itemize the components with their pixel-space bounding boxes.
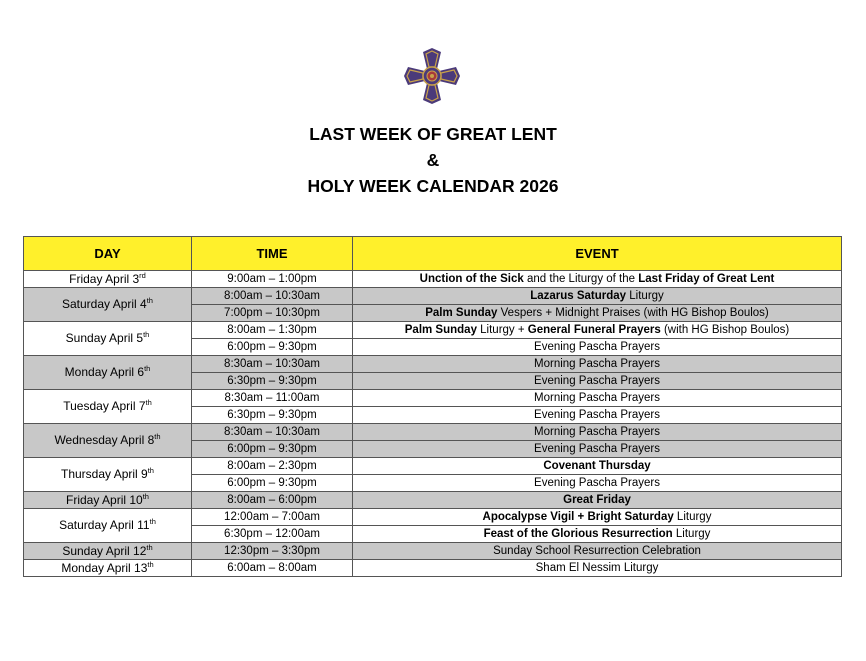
day-cell: Saturday April 4th: [24, 288, 192, 322]
event-text-segment: Apocalypse Vigil + Bright Saturday: [482, 510, 674, 523]
calendar-table: [23, 236, 842, 577]
event-text-segment: Morning Pascha Prayers: [534, 357, 660, 370]
event-cell: [353, 424, 842, 441]
day-cell: Friday April 10th: [24, 492, 192, 509]
table-row: [24, 424, 842, 441]
time-cell: 8:00am – 1:30pm: [192, 322, 353, 339]
time-cell: 6:00pm – 9:30pm: [192, 475, 353, 492]
page-title: [0, 121, 866, 199]
event-text-segment: Lazarus Saturday: [530, 289, 627, 302]
event-text-segment: Palm Sunday: [404, 323, 477, 336]
event-cell: [353, 339, 842, 356]
time-cell: 6:00pm – 9:30pm: [192, 339, 353, 356]
event-text-segment: Evening Pascha Prayers: [534, 476, 660, 489]
table-row: [24, 288, 842, 305]
time-cell: 8:30am – 11:00am: [192, 390, 353, 407]
header-event: EVENT: [353, 237, 842, 271]
day-cell: Thursday April 9th: [24, 458, 192, 492]
time-cell: 8:30am – 10:30am: [192, 424, 353, 441]
event-cell: [353, 356, 842, 373]
table-row: [24, 356, 842, 373]
time-cell: 6:00am – 8:00am: [192, 560, 353, 577]
event-cell: [353, 543, 842, 560]
event-cell: [353, 407, 842, 424]
event-cell: [353, 288, 842, 305]
event-text-segment: Liturgy: [626, 289, 664, 302]
time-cell: 8:00am – 6:00pm: [192, 492, 353, 509]
event-text-segment: Great Friday: [563, 493, 631, 506]
event-text-segment: Feast of the Glorious Resurrection: [483, 527, 673, 540]
time-cell: 7:00pm – 10:30pm: [192, 305, 353, 322]
coptic-cross-icon: [404, 48, 460, 104]
event-cell: [353, 390, 842, 407]
event-text-segment: Vespers + Midnight Praises (with HG Bishop Boulos): [497, 306, 769, 319]
table-row: [24, 543, 842, 560]
event-text-segment: Evening Pascha Prayers: [534, 374, 660, 387]
event-text-segment: Morning Pascha Prayers: [534, 391, 660, 404]
event-text-segment: General Funeral Prayers: [527, 323, 661, 336]
event-text-segment: Palm Sunday: [425, 306, 498, 319]
event-text-segment: Sunday School Resurrection Celebration: [493, 544, 701, 557]
time-cell: 12:30pm – 3:30pm: [192, 543, 353, 560]
event-cell: [353, 271, 842, 288]
header-time: TIME: [192, 237, 353, 271]
event-text-segment: and the Liturgy of the: [523, 272, 639, 285]
day-cell: Sunday April 12th: [24, 543, 192, 560]
event-cell: [353, 441, 842, 458]
event-cell: [353, 475, 842, 492]
event-cell: [353, 305, 842, 322]
event-text-segment: Evening Pascha Prayers: [534, 340, 660, 353]
header-day: DAY: [24, 237, 192, 271]
event-cell: [353, 458, 842, 475]
time-cell: 8:00am – 10:30am: [192, 288, 353, 305]
event-cell: [353, 322, 842, 339]
event-text-segment: Evening Pascha Prayers: [534, 442, 660, 455]
event-cell: [353, 492, 842, 509]
day-cell: Wednesday April 8th: [24, 424, 192, 458]
time-cell: 6:30pm – 9:30pm: [192, 407, 353, 424]
event-text-segment: Morning Pascha Prayers: [534, 425, 660, 438]
event-text-segment: Liturgy: [672, 527, 711, 540]
event-cell: [353, 509, 842, 526]
day-cell: Saturday April 11th: [24, 509, 192, 543]
day-cell: Friday April 3rd: [24, 271, 192, 288]
table-row: [24, 560, 842, 577]
time-cell: 8:00am – 2:30pm: [192, 458, 353, 475]
event-cell: [353, 526, 842, 543]
time-cell: 8:30am – 10:30am: [192, 356, 353, 373]
title-line-3: HOLY WEEK CALENDAR 2026: [307, 176, 559, 196]
event-text-segment: Last Friday of Great Lent: [638, 272, 775, 285]
event-text-segment: Sham El Nessim Liturgy: [535, 561, 659, 574]
day-cell: Monday April 6th: [24, 356, 192, 390]
event-text-segment: Covenant Thursday: [543, 459, 651, 472]
table-row: [24, 390, 842, 407]
title-line-1: LAST WEEK OF GREAT LENT: [309, 124, 557, 144]
time-cell: 9:00am – 1:00pm: [192, 271, 353, 288]
event-text-segment: Liturgy +: [476, 323, 528, 336]
event-text-segment: Unction of the Sick: [419, 272, 524, 285]
event-cell: [353, 373, 842, 390]
table-row: [24, 271, 842, 288]
table-row: [24, 492, 842, 509]
time-cell: 6:30pm – 12:00am: [192, 526, 353, 543]
event-cell: [353, 560, 842, 577]
time-cell: 6:00pm – 9:30pm: [192, 441, 353, 458]
day-cell: Monday April 13th: [24, 560, 192, 577]
day-cell: Tuesday April 7th: [24, 390, 192, 424]
event-text-segment: Evening Pascha Prayers: [534, 408, 660, 421]
table-header-row: [24, 237, 842, 271]
table-row: [24, 322, 842, 339]
event-text-segment: (with HG Bishop Boulos): [660, 323, 790, 336]
time-cell: 12:00am – 7:00am: [192, 509, 353, 526]
time-cell: 6:30pm – 9:30pm: [192, 373, 353, 390]
table-row: [24, 458, 842, 475]
event-text-segment: Liturgy: [673, 510, 712, 523]
title-line-2: &: [426, 150, 440, 170]
day-cell: Sunday April 5th: [24, 322, 192, 356]
